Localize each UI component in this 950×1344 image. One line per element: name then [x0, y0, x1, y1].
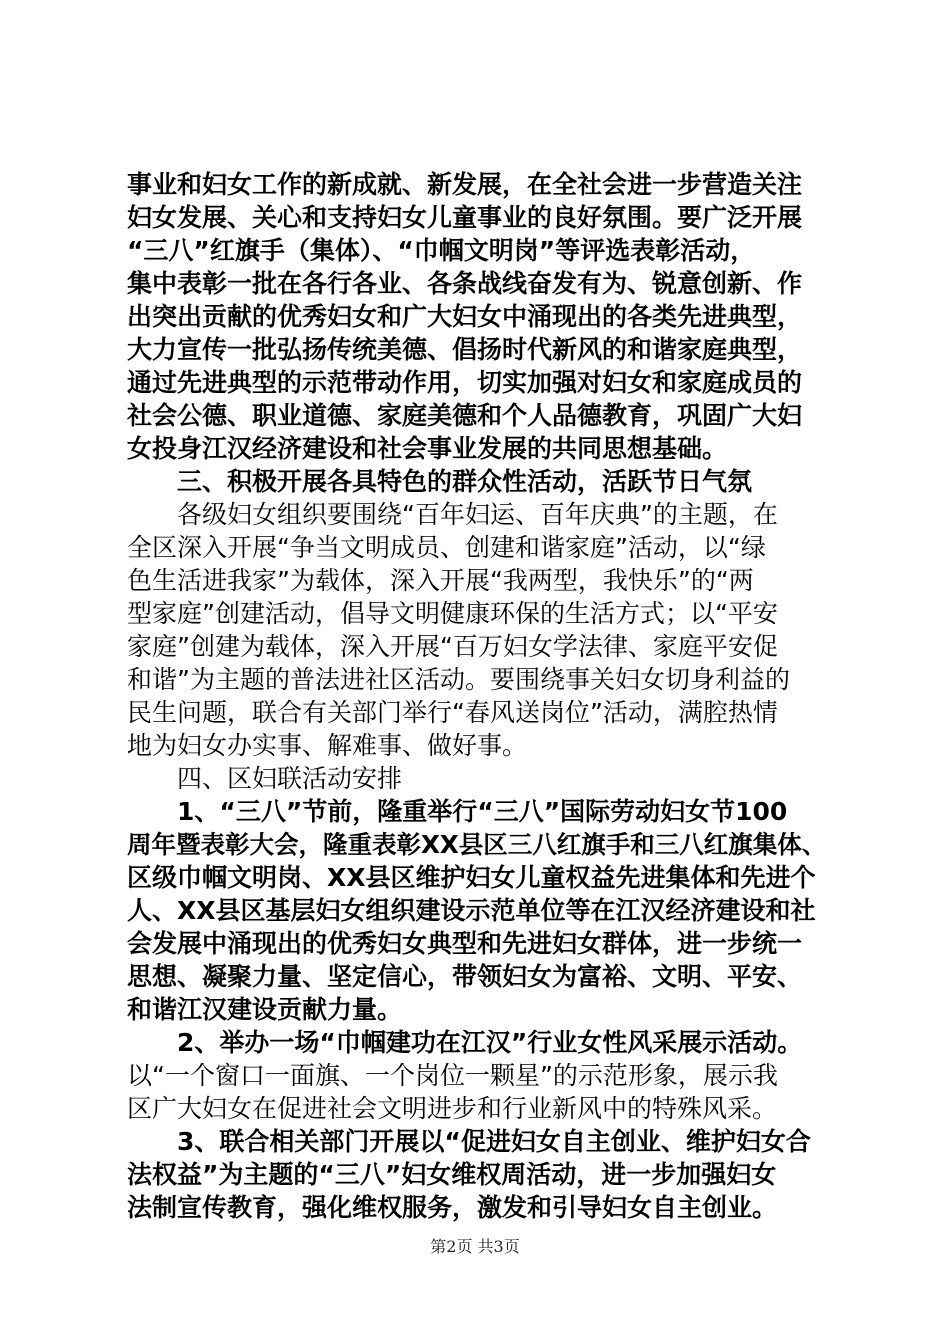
text-line: 集中表彰一批在各行各业、各条战线奋发有为、锐意创新、作	[127, 269, 803, 298]
text-line: 法制宣传教育，强化维权服务，激发和引导妇女自主创业。	[127, 1193, 778, 1222]
text-line: 四、区妇联活动安排	[127, 764, 403, 793]
text-line: 和谐”为主题的普法进社区活动。要围绕事关妇女切身利益的	[127, 665, 790, 694]
text-line: 大力宣传一批弘扬传统美德、倡扬时代新风的和谐家庭典型，	[127, 335, 803, 364]
text-line: 区广大妇女在促进社会文明进步和行业新风中的特殊风采。	[127, 1094, 778, 1123]
text-line: 妇女发展、关心和支持妇女儿童事业的良好氛围。要广泛开展	[127, 203, 803, 232]
text-line: 事业和妇女工作的新成就、新发展，在全社会进一步营造关注	[127, 170, 803, 199]
text-line: 家庭”创建为载体，深入开展“百万妇女学法律、家庭平安促	[127, 632, 778, 661]
text-line: 1、“三八”节前，隆重举行“三八”国际劳动妇女节100	[127, 797, 788, 826]
page-number-footer: 第2页 共3页	[430, 1237, 520, 1256]
text-line: 地为妇女办实事、解难事、做好事。	[127, 731, 528, 760]
text-line: 色生活进我家”为载体，深入开展“我两型，我快乐”的“两	[127, 566, 754, 595]
text-line: 以“一个窗口一面旗、一个岗位一颗星”的示范形象，展示我	[127, 1061, 778, 1090]
text-line: “三八”红旗手（集体）、“巾帼文明岗”等评选表彰活动，	[127, 236, 756, 265]
text-line: 通过先进典型的示范带动作用，切实加强对妇女和家庭成员的	[127, 368, 803, 397]
text-line: 女投身江汉经济建设和社会事业发展的共同思想基础。	[127, 434, 728, 463]
text-line: 三、积极开展各具特色的群众性活动，活跃节日气氛	[127, 467, 753, 496]
text-line: 全区深入开展“争当文明成员、创建和谐家庭”活动，以“绿	[127, 533, 766, 562]
text-line: 各级妇女组织要围绕“百年妇运、百年庆典”的主题，在	[127, 500, 778, 529]
text-line: 会发展中涌现出的优秀妇女典型和先进妇女群体，进一步统一	[127, 929, 803, 958]
text-line: 型家庭”创建活动，倡导文明健康环保的生活方式；以“平安	[127, 599, 778, 628]
text-line: 思想、凝聚力量、坚定信心，带领妇女为富裕、文明、平安、	[127, 962, 803, 991]
document-body	[127, 168, 827, 1224]
text-line: 区级巾帼文明岗、XX县区维护妇女儿童权益先进集体和先进个	[127, 863, 816, 892]
text-line: 和谐江汉建设贡献力量。	[127, 995, 403, 1024]
text-line: 法权益”为主题的“三八”妇女维权周活动，进一步加强妇女	[127, 1160, 777, 1189]
text-line: 周年暨表彰大会，隆重表彰XX县区三八红旗手和三八红旗集体、	[127, 830, 827, 859]
text-line: 民生问题，联合有关部门举行“春风送岗位”活动，满腔热情	[127, 698, 778, 727]
text-line: 2、举办一场“巾帼建功在江汉”行业女性风采展示活动。	[127, 1028, 803, 1057]
text-line: 3、联合相关部门开展以“促进妇女自主创业、维护妇女合	[127, 1127, 811, 1156]
text-line: 人、XX县区基层妇女组织建设示范单位等在江汉经济建设和社	[127, 896, 816, 925]
text-line: 社会公德、职业道德、家庭美德和个人品德教育，巩固广大妇	[127, 401, 803, 430]
text-line: 出突出贡献的优秀妇女和广大妇女中涌现出的各类先进典型，	[127, 302, 803, 331]
